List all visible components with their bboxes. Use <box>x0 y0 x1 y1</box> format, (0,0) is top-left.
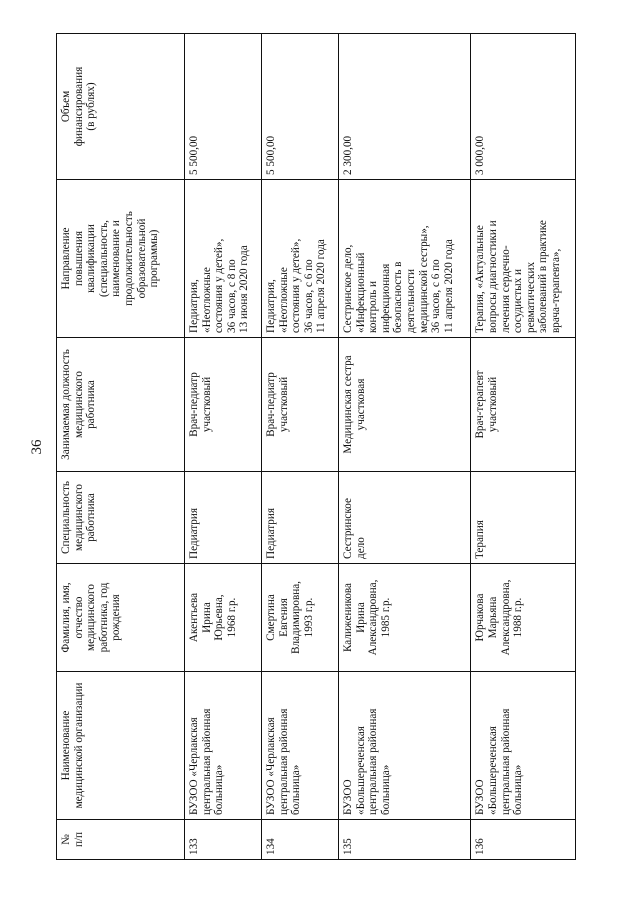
person-name-cell: Акентьева Ирина Юрьевна, 1968 г.р. <box>185 564 262 672</box>
person-name-cell: Юрчакова Марьяна Александровна, 1988 г.р. <box>471 564 576 672</box>
organization-cell: БУЗОО «Большереченская центральная районная больница» <box>471 672 576 820</box>
column-header-organization: Наименование медицинской организации <box>57 672 185 820</box>
funding-cell: 2 300,00 <box>338 34 470 180</box>
organization-cell: БУЗОО «Черлакская центральная районная больница» <box>261 672 338 820</box>
column-header-name: Фамилия, имя, отчество медицинского работника, год рождения <box>57 564 185 672</box>
training-table <box>56 33 576 860</box>
funding-cell: 5 500,00 <box>185 34 262 180</box>
position-cell: Врач-терапевт участковый <box>471 338 576 472</box>
column-header-number: № п/п <box>57 820 185 860</box>
specialty-cell: Терапия <box>471 472 576 564</box>
column-header-funding: Объем финансирования (в рублях) <box>57 34 185 180</box>
direction-cell: Терапия, «Актуальные вопросы диагностики и лечения сердечно- сосудистых и ревматических заболеваний в практике врача-терапевта», <box>471 180 576 338</box>
organization-cell: БУЗОО «Черлакская центральная районная больница» <box>185 672 262 820</box>
row-number: 136 <box>471 820 576 860</box>
column-header-direction: Направление повышения квалификации (специальность, наименование и продолжительность образовательной программы) <box>57 180 185 338</box>
row-number: 135 <box>338 820 470 860</box>
position-cell: Врач-педиатр участковый <box>261 338 338 472</box>
table-row <box>185 34 262 860</box>
direction-cell: Педиатрия, «Неотложные состояния у детей», 36 часов, с 6 по 11 апреля 2020 года <box>261 180 338 338</box>
funding-cell: 5 500,00 <box>261 34 338 180</box>
position-cell: Медицинская сестра участковая <box>338 338 470 472</box>
column-header-position: Занимаемая должность медицинского работника <box>57 338 185 472</box>
table-row <box>471 34 576 860</box>
table-row <box>338 34 470 860</box>
specialty-cell: Педиатрия <box>185 472 262 564</box>
funding-cell: 3 000,00 <box>471 34 576 180</box>
person-name-cell: Калиженикова Ирина Александровна, 1985 г.р. <box>338 564 470 672</box>
direction-cell: Педиатрия, «Неотложные состояния у детей», 36 часов, с 8 по 13 июня 2020 года <box>185 180 262 338</box>
person-name-cell: Смертина Евгения Владимировна, 1993 г.р. <box>261 564 338 672</box>
specialty-cell: Педиатрия <box>261 472 338 564</box>
table-row <box>261 34 338 860</box>
table-header-row <box>57 34 185 860</box>
direction-cell: Сестринское дело, «Инфекционный контроль и инфекционная безопасность в деятельности медицинской сестры», 36 часов, с 6 по 11 апреля 2020 года <box>338 180 470 338</box>
organization-cell: БУЗОО «Большереченская центральная районная больница» <box>338 672 470 820</box>
row-number: 134 <box>261 820 338 860</box>
position-cell: Врач-педиатр участковый <box>185 338 262 472</box>
page-number: 36 <box>29 439 45 455</box>
rotated-table-container <box>56 34 576 860</box>
row-number: 133 <box>185 820 262 860</box>
column-header-specialty: Специальность медицинского работника <box>57 472 185 564</box>
specialty-cell: Сестринское дело <box>338 472 470 564</box>
